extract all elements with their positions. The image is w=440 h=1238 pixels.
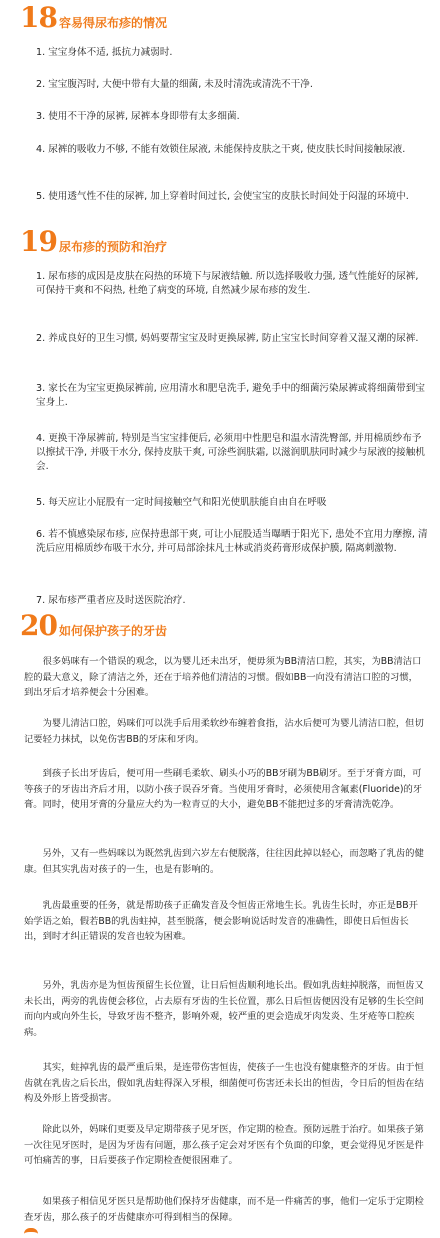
section-title: 如何保护孩子的牙齿	[58, 624, 167, 638]
list-item: 2. 养成良好的卫生习惯, 妈妈要帮宝宝及时更换尿裤, 防止宝宝长时间穿着又湿又潮的尿裤.	[36, 333, 419, 344]
section-number: 20	[20, 609, 57, 642]
list-item: 1. 宝宝身体不适, 抵抗力减弱时.	[36, 47, 173, 58]
list-item: 3. 家长在为宝宝更换尿裤前, 应用清水和肥皂洗手, 避免手中的细菌污染尿裤或将细菌带到宝宝身上.	[36, 383, 425, 408]
list-item: 7. 尿布疹严重者应及时送医院治疗.	[36, 595, 186, 606]
list-item: 4. 尿裤的吸收力不够, 不能有效锁住尿液, 未能保持皮肤之干爽, 使皮肤长时间接触尿液.	[36, 144, 406, 155]
section-20-heading	[20, 609, 167, 642]
list-item: 5. 每天应让小屁股有一定时间接触空气和阳光使肌肤能自由自在呼吸	[36, 497, 327, 508]
section-title: 容易得尿布疹的情况	[58, 16, 167, 30]
section-19-heading	[20, 225, 167, 258]
paragraph: 其实，蛀掉乳齿的最严重后果，是连带伤害恒齿，使孩子一生也没有健康整齐的牙齿。由于恒齿就在乳齿之后长出，假如乳齿蛀得深入牙根，细菌便可伤害还未长出的恒齿，令日后的恒齿在结构及外形上皆受损害。	[24, 1062, 424, 1104]
list-item: 4. 更换干净尿裤前, 特别是当宝宝排便后, 必须用中性肥皂和温水清洗臀部, 并用棉质纱布予以擦拭干净, 并吸干水分, 保持皮肤干爽, 可涂些润肤霜, 以滋润肌肤同时减少与尿液的接触机会.	[36, 433, 425, 472]
paragraph: 到孩子长出牙齿后，便可用一些刷毛柔软、刷头小巧的BB牙刷为BB刷牙。至于牙膏方面，可等孩子的牙齿出齐后才用，以防小孩子误吞牙膏。当使用牙膏时，必须使用含氟素(Fluoride)的牙膏。同时，使用牙膏的分量应大约为一粒青豆的大小，避免BB不能把过多的牙膏清洗乾净。	[24, 768, 423, 810]
paragraph: 另外，乳齿亦是为恒齿预留生长位置，让日后恒齿顺利地长出。假如乳齿蛀掉脱落，而恒齿又未长出，两旁的乳齿便会移位，占去原有牙齿的生长位置，那么日后恒齿便因没有足够的生长空间而向内或向外生长，导致牙齿不整齐，影响外观，较严重的更会造成牙肉发炎、生牙疮等口腔疾病。	[24, 980, 424, 1038]
paragraph: 乳齿最重要的任务，就是帮助孩子正确发音及令恒齿正常地生长。乳齿生长时，亦正是BB开始学语之始，假若BB的乳齿蛀掉，甚至脱落，便会影响说话时发音的准确性，即使日后恒齿长出，到时才纠正错误的发音也较为困难。	[24, 900, 418, 942]
list-item: 1. 尿布疹的成因是皮肤在闷热的环境下与尿液结触. 所以选择吸收力强, 透气性能好的尿裤, 可保持干爽和不闷热, 杜绝了病变的环境, 自然减少尿布疹的发生.	[36, 271, 419, 296]
list-item: 3. 使用不干净的尿裤, 尿裤本身即带有太多细菌.	[36, 111, 240, 122]
paragraph: 如果孩子相信见牙医只是帮助他们保持牙齿健康，而不是一件痛苦的事，他们一定乐于定期检查牙齿，那么孩子的牙齿健康亦可得到相当的保障。	[24, 1196, 424, 1223]
section-number: 18	[20, 1, 57, 34]
section-18-heading	[20, 1, 167, 34]
paragraph: 另外，又有一些妈咪以为既然乳齿到六岁左右便脱落，往往因此掉以轻心，而忽略了乳齿的健康。但其实乳齿对孩子的一生，也是有影响的。	[24, 848, 424, 875]
paragraph: 为婴儿清洁口腔，妈咪们可以洗手后用柔软纱布缠着食指，沾水后便可为婴儿清洁口腔，但切记要轻力抹拭，以免伤害BB的牙床和牙肉。	[24, 718, 424, 745]
section-title: 尿布疹的预防和治疗	[58, 240, 167, 254]
list-item: 6. 若不慎感染尿布疹, 应保持患部干爽, 可让小屁股适当曝晒于阳光下, 患处不宜用力摩擦, 清洗后应用棉质纱布吸干水分, 并可局部涂抹凡士林或消炎药膏形成保护膜, 隔离刺激物.	[36, 529, 428, 554]
list-item: 5. 使用透气性不佳的尿裤, 加上穿着时间过长, 会使宝宝的皮肤长时间处于闷湿的环境中.	[36, 191, 409, 202]
paragraph: 除此以外，妈咪们更要及早定期带孩子见牙医，作定期的检查。预防远胜于治疗。如果孩子第一次往见牙医时，是因为牙齿有问题，那么孩子定会对牙医有个负面的印象，更会觉得见牙医是件可怕痛苦的事，日后要孩子作定期检查便很困难了。	[24, 1124, 424, 1166]
paragraph: 很多妈咪有一个错误的观念，以为婴儿还未出牙，便毋须为BB清洁口腔，其实，为BB清洁口腔的最大意义，除了清洁之外，还在于培养他们清洁的习惯。假如BB一向没有清洁口腔的习惯，到出牙后才培养便会十分困难。	[24, 656, 422, 698]
list-item: 2. 宝宝腹泻时, 大便中带有大量的细菌, 未及时清洗或清洗不干净.	[36, 79, 313, 90]
next-section-number-fragment	[24, 1228, 38, 1238]
section-number: 19	[20, 225, 57, 258]
